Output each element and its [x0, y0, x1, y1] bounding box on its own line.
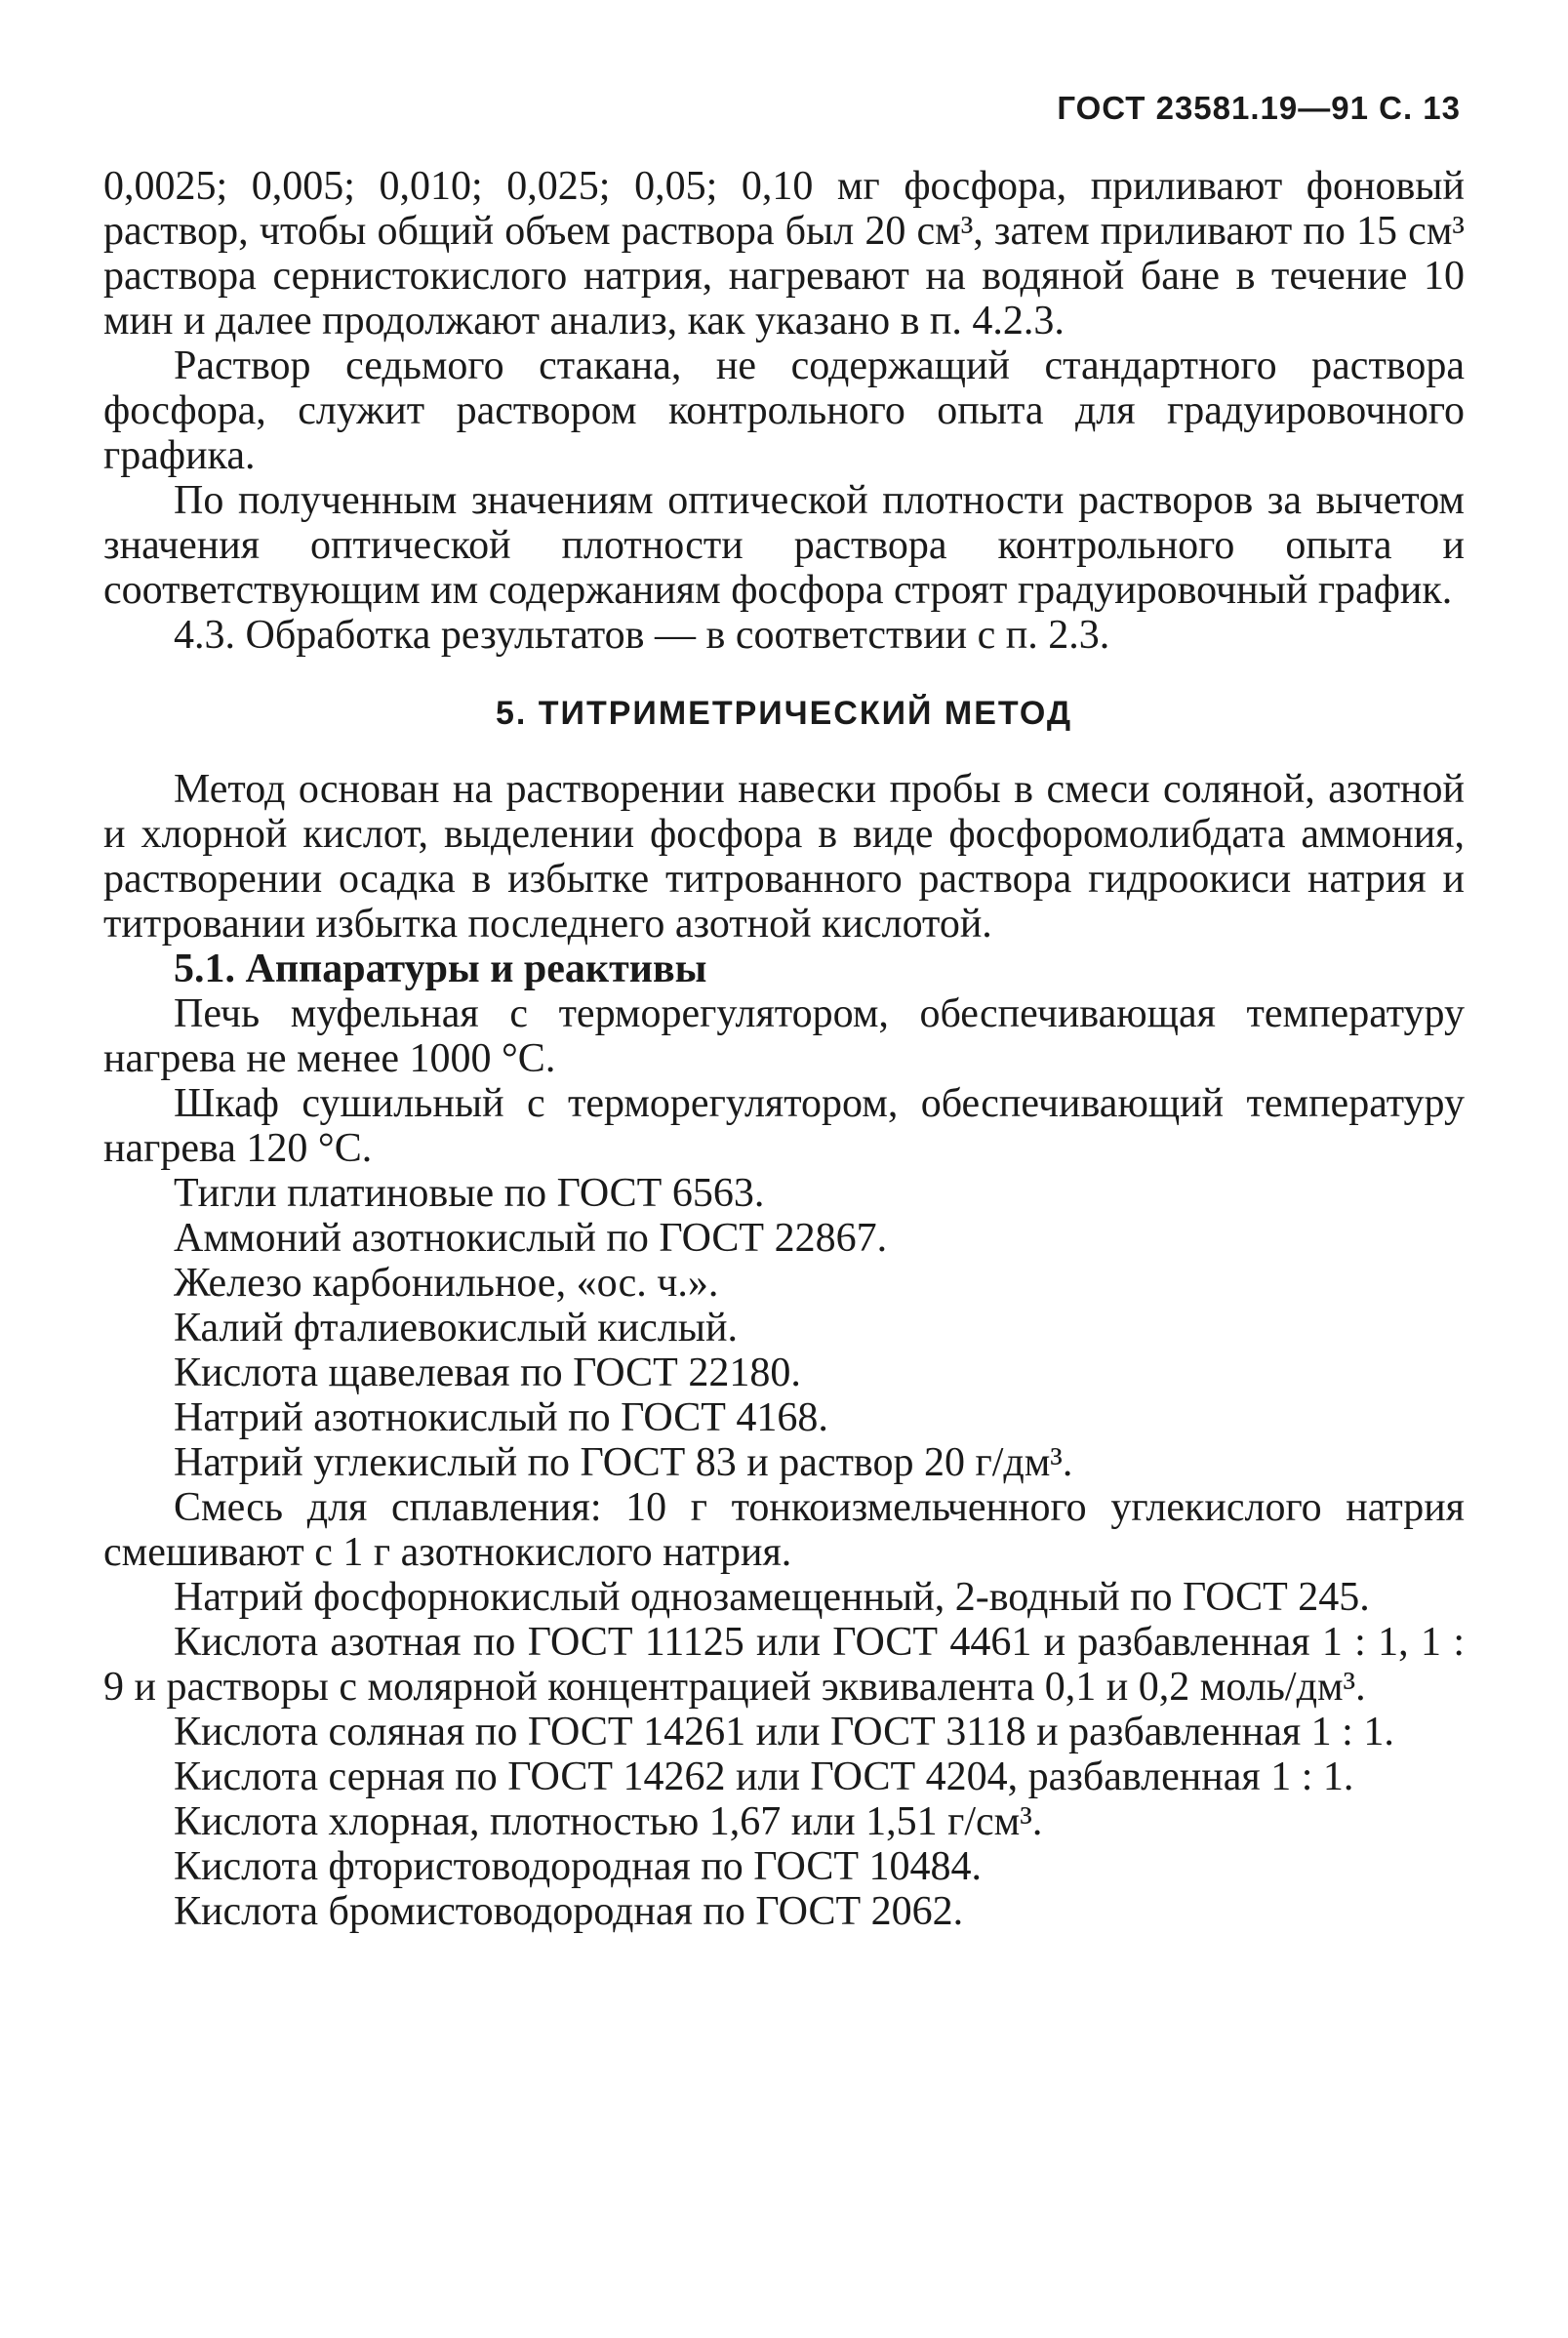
reagent-item: Калий фталиевокислый кислый.: [174, 1306, 738, 1350]
paragraph-continuation: 0,0025; 0,005; 0,010; 0,025; 0,05; 0,10 мг фосфора, приливают фоновый раствор, чтобы общий объем раствора был 20 см³, затем приливают по 15 см³ раствора сернистокислого натрия, нагревают на водяной бане в течение 10 мин и далее продолжают анализ, как указано в п. 4.2.3.: [103, 164, 1465, 343]
reagent-item: Смесь для сплавления: 10 г тонкоизмельченного углекислого натрия смешивают с 1 г азотнокислого натрия.: [103, 1485, 1465, 1575]
reagent-item: Печь муфельная с терморегулятором, обеспечивающая температуру нагрева не менее 1000 °С.: [103, 991, 1465, 1081]
reagent-item: Кислота соляная по ГОСТ 14261 или ГОСТ 3118 и разбавленная 1 : 1.: [174, 1710, 1394, 1754]
reagent-item: Натрий углекислый по ГОСТ 83 и раствор 20 г/дм³.: [174, 1440, 1073, 1485]
paragraph-calibration-graph: По полученным значениям оптической плотности растворов за вычетом значения оптической плотности раствора контрольного опыта и соответствующим им содержаниям фосфора строят градуировочный график.: [103, 478, 1465, 613]
reagent-item: Натрий азотнокислый по ГОСТ 4168.: [174, 1395, 828, 1440]
reagent-item: Кислота фтористоводородная по ГОСТ 10484.: [174, 1844, 983, 1889]
section-heading: 5. ТИТРИМЕТРИЧЕСКИЙ МЕТОД: [495, 695, 1073, 732]
reagent-item: Натрий фосфорнокислый однозамещенный, 2-водный по ГОСТ 245.: [174, 1575, 1370, 1620]
reagent-item: Кислота серная по ГОСТ 14262 или ГОСТ 4204, разбавленная 1 : 1.: [174, 1754, 1354, 1799]
reagent-item: Аммоний азотнокислый по ГОСТ 22867.: [174, 1216, 888, 1261]
reagent-item: Кислота бромистоводородная по ГОСТ 2062.: [174, 1889, 964, 1934]
running-header: ГОСТ 23581.19—91 С. 13: [1057, 90, 1461, 126]
paragraph-results-processing: 4.3. Обработка результатов — в соответствии с п. 2.3.: [174, 613, 1110, 658]
subsection-heading: 5.1. Аппаратуры и реактивы: [174, 947, 707, 991]
reagent-item: Кислота щавелевая по ГОСТ 22180.: [174, 1350, 801, 1395]
paragraph-control-solution: Раствор седьмого стакана, не содержащий стандартного раствора фосфора, служит раствором контрольного опыта для градуировочного графика.: [103, 343, 1465, 478]
reagent-item: Шкаф сушильный с терморегулятором, обеспечивающий температуру нагрева 120 °С.: [103, 1081, 1465, 1171]
document-body: [103, 164, 1465, 1934]
reagent-item: Тигли платиновые по ГОСТ 6563.: [174, 1171, 765, 1216]
reagent-item: Кислота хлорная, плотностью 1,67 или 1,51 г/см³.: [174, 1799, 1043, 1844]
reagent-item: Кислота азотная по ГОСТ 11125 или ГОСТ 4461 и разбавленная 1 : 1, 1 : 9 и растворы с молярной концентрацией эквивалента 0,1 и 0,2 моль/дм³.: [103, 1620, 1465, 1710]
reagent-item: Железо карбонильное, «ос. ч.».: [174, 1261, 719, 1306]
method-description: Метод основан на растворении навески пробы в смеси соляной, азотной и хлорной кислот, выделении фосфора в виде фосфоромолибдата аммония, растворении осадка в избытке титрованного раствора гидроокиси натрия и титровании избытка последнего азотной кислотой.: [103, 767, 1465, 947]
